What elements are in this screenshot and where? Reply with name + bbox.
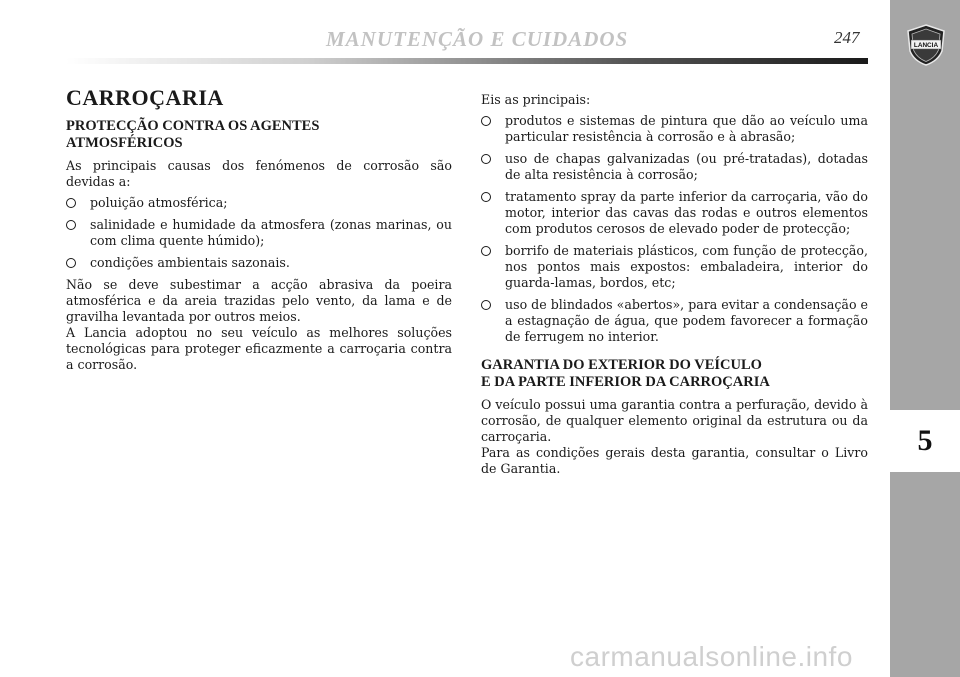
list-item-text: condições ambientais sazonais. <box>90 255 290 270</box>
circle-bullet-icon <box>481 154 491 164</box>
subsection-title-line: ATMOSFÉRICOS <box>66 135 183 151</box>
circle-bullet-icon <box>481 246 491 256</box>
chapter-number: 5 <box>890 410 960 472</box>
list-item-text: uso de chapas galvanizadas (ou pré-tratadas), dotadas de alta resistência à corrosão; <box>505 151 868 182</box>
list-item-text: produtos e sistemas de pintura que dão ao veículo uma particular resistência à corrosão e à abrasão; <box>505 113 868 144</box>
list-item <box>481 113 868 145</box>
subsection-title-line: GARANTIA DO EXTERIOR DO VEÍCULO <box>481 357 762 373</box>
body-paragraph: A Lancia adoptou no seu veículo as melhores soluções tecnológicas para proteger eficazmente a carroçaria contra a corrosão. <box>66 325 452 372</box>
circle-bullet-icon <box>66 220 76 230</box>
subsection-title-line: PROTECÇÃO CONTRA OS AGENTES <box>66 118 320 134</box>
body-paragraph: O veículo possui uma garantia contra a perfuração, devido à corrosão, de qualquer elemento original da estrutura ou da carroçaria. <box>481 397 868 444</box>
circle-bullet-icon <box>481 192 491 202</box>
running-header-title: MANUTENÇÃO E CUIDADOS <box>326 27 629 51</box>
circle-bullet-icon <box>66 258 76 268</box>
body-paragraph: Não se deve subestimar a acção abrasiva da poeira atmosférica e da areia trazidas pelo vento, da lama e de gravilha levantada por outros meios. <box>66 277 452 324</box>
subsection-title-protection <box>66 118 452 152</box>
left-column <box>66 85 452 373</box>
circle-bullet-icon <box>481 300 491 310</box>
list-item <box>481 189 868 237</box>
intro-paragraph: Eis as principais: <box>481 92 591 107</box>
watermark: carmanualsonline.info <box>570 641 853 672</box>
page-number: 247 <box>834 28 860 47</box>
list-item <box>66 195 452 211</box>
list-item-text: uso de blindados «abertos», para evitar a condensação e a estagnação de água, que podem favorecer a formação de ferrugem no interior. <box>505 297 868 344</box>
protection-measures-list <box>481 113 868 345</box>
chapter-side-tab <box>890 0 960 677</box>
lancia-shield-icon <box>905 23 947 67</box>
list-item <box>481 243 868 291</box>
subsection-title-line: E DA PARTE INFERIOR DA CARROÇARIA <box>481 374 770 390</box>
list-item-text: borrifo de materiais plásticos, com função de protecção, nos pontos mais expostos: embaladeira, interior do guarda-lamas, bordos, etc; <box>505 243 868 290</box>
header-rule <box>66 58 868 64</box>
list-item <box>481 151 868 183</box>
list-item <box>66 217 452 249</box>
svg-text:LANCIA: LANCIA <box>913 42 939 50</box>
list-item-text: salinidade e humidade da atmosfera (zonas marinas, ou com clima quente húmido); <box>90 217 452 248</box>
list-item-text: poluição atmosférica; <box>90 195 228 210</box>
section-title: CARROÇARIA <box>66 85 224 110</box>
list-item-text: tratamento spray da parte inferior da carroçaria, vão do motor, interior das cavas das rodas e outros elementos com produtos cerosos de elevado poder de protecção; <box>505 189 868 236</box>
subsection-title-warranty <box>481 357 868 391</box>
circle-bullet-icon <box>481 116 491 126</box>
body-paragraph: Para as condições gerais desta garantia, consultar o Livro de Garantia. <box>481 445 868 476</box>
list-item <box>481 297 868 345</box>
intro-paragraph: As principais causas dos fenómenos de corrosão são devidas a: <box>66 158 452 189</box>
corrosion-causes-list <box>66 195 452 271</box>
page-header <box>0 0 890 70</box>
right-column <box>481 92 868 477</box>
circle-bullet-icon <box>66 198 76 208</box>
list-item <box>66 255 452 271</box>
